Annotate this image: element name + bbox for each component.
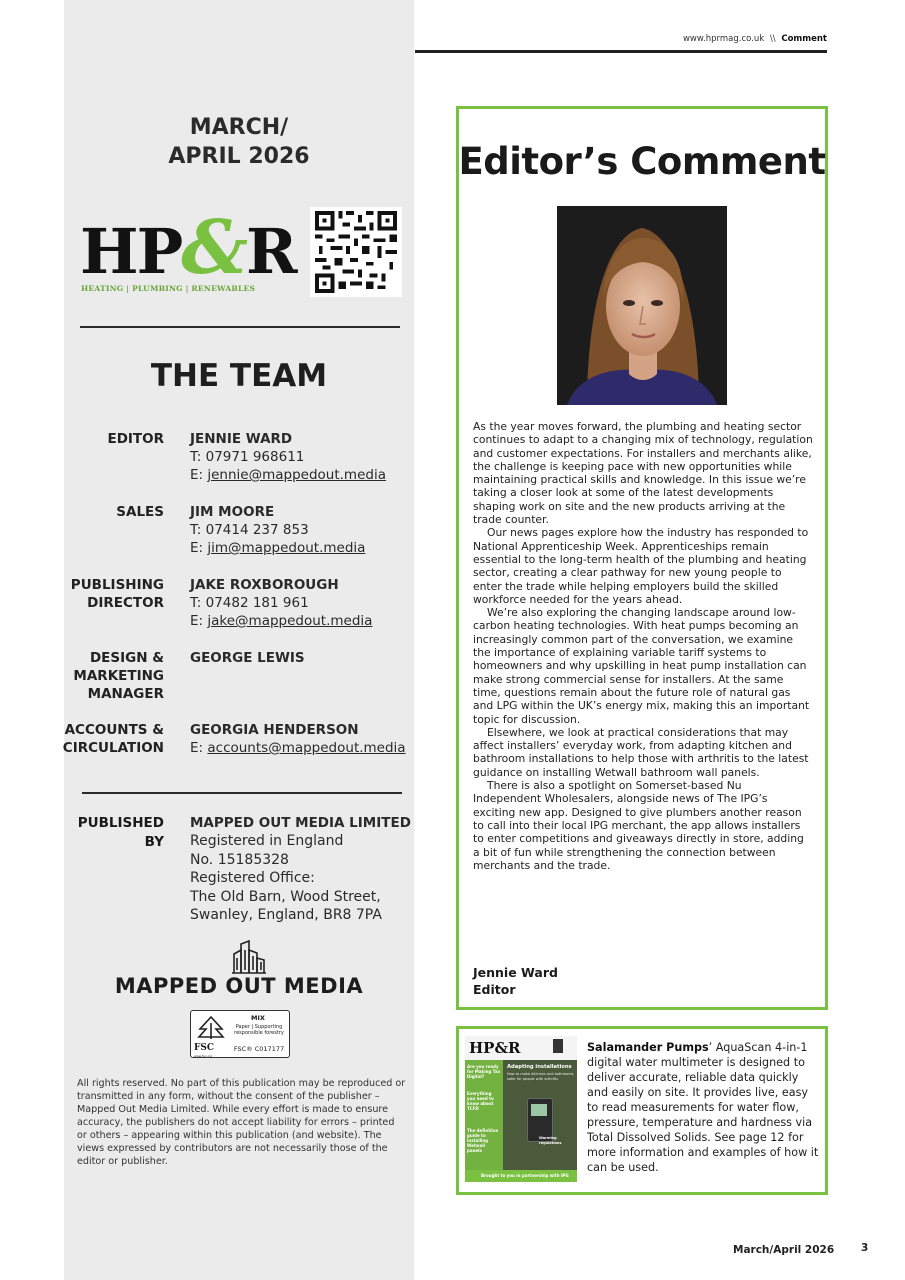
team-person: [190, 430, 386, 484]
footer-issue: March/April 2026: [733, 1244, 835, 1256]
cover-text-1: Are you ready for Making Tax Digital?: [467, 1064, 501, 1079]
fsc-label: FSC: [194, 1043, 215, 1053]
issue-line-2: APRIL 2026: [168, 144, 310, 169]
cover-qr-icon: [553, 1039, 563, 1053]
cover-text-2: Everything you need to know about TCFD: [467, 1091, 494, 1111]
team-person: [190, 503, 365, 557]
team-name: JAKE ROXBOROUGH: [190, 577, 339, 593]
publisher-line: Registered Office:: [190, 870, 315, 886]
header-separator: \\: [769, 34, 776, 44]
site-url[interactable]: www.hprmag.co.uk: [682, 34, 765, 44]
page-number: 3: [861, 1242, 869, 1254]
email-link[interactable]: accounts@mappedout.media: [207, 740, 406, 756]
signature: [473, 964, 558, 998]
team-person: [190, 649, 305, 667]
divider-bottom: [82, 792, 402, 794]
team-phone: T: 07971 968611: [190, 449, 305, 465]
team-person: [190, 576, 372, 630]
cover-footer-text: Brought to you in partnership with IPG: [481, 1173, 569, 1178]
email-link[interactable]: jake@mappedout.media: [207, 613, 373, 629]
header-rule: [415, 50, 827, 53]
team-name: GEORGE LEWIS: [190, 650, 305, 666]
email-prefix: E:: [190, 540, 208, 556]
editor-portrait-image: [557, 206, 727, 405]
cover-sub: How to make kitchens and bathrooms safer for people with arthritis: [507, 1072, 574, 1081]
signature-role: Editor: [473, 982, 516, 997]
team-phone: T: 07482 181 961: [190, 595, 309, 611]
promo-body: ’ AquaScan 4-in-1 digital water multimeter is designed to deliver accurate, reliable data quickly and easily on site. It provides live, easy to read measurements for water flow, pressure, temperature and hardness via Total Dissolved Solids. See page 12 for more information and examples of how it can be used.: [587, 1041, 819, 1174]
cover-logo: HP&R: [469, 1039, 521, 1057]
team-role: PUBLISHING DIRECTOR: [70, 577, 164, 611]
fsc-mix: MIX: [251, 1014, 265, 1022]
email-link[interactable]: jim@mappedout.media: [207, 540, 366, 556]
editor-comment-title: Editor’s Comment: [458, 140, 826, 183]
hpr-logo: [80, 205, 295, 300]
published-label-line-2: BY: [144, 834, 164, 850]
promo-brand: Salamander Pumps: [587, 1041, 709, 1054]
editor-comment-body: [473, 420, 813, 872]
cover-headline: Adapting installations: [507, 1064, 572, 1070]
qr-code-icon: [310, 207, 402, 297]
email-link[interactable]: jennie@mappedout.media: [207, 467, 386, 483]
email-prefix: E:: [190, 740, 208, 756]
team-name: JENNIE WARD: [190, 431, 293, 447]
team-name: JIM MOORE: [190, 504, 275, 520]
logo-ampersand: &: [181, 205, 247, 291]
paragraph: As the year moves forward, the plumbing and heating sector continues to adapt to a changing mix of technology, regulation and customer expectations. For installers and merchants alike, the challenge is keeping pace with new opportunities while maintaining practical skills and knowledge. In this issue we’re taking a closer look at some of the latest developments shaping work on site and the new products arriving at the trade counter.: [473, 420, 813, 527]
publisher-logo-text: MAPPED OUT MEDIA: [114, 974, 364, 998]
team-heading: THE TEAM: [150, 358, 328, 394]
fsc-tree-icon: [196, 1015, 226, 1041]
rights-statement: All rights reserved. No part of this publication may be reproduced or transmitted in any form, without the consent of the publisher – Mapped Out Media Limited. While every effort is made to ensure accuracy, the publishers do not accept liability for errors – printed or others – appearing within this publication (and website). The views expressed by contributors are not necessarily those of the editor or publisher.: [77, 1078, 406, 1167]
publisher-line: The Old Barn, Wood Street,: [190, 888, 381, 905]
logo-tagline: HEATING | PLUMBING | RENEWABLES: [81, 284, 256, 293]
logo-hp: HP: [80, 215, 182, 288]
publisher-line: No. 15185328: [190, 851, 289, 868]
fsc-paper: Paper | Supporting responsible forestry: [234, 1024, 284, 1036]
fsc-code: FSC® C017177: [233, 1045, 285, 1053]
signature-name: Jennie Ward: [473, 965, 558, 980]
page-header: [683, 34, 827, 44]
publisher-line: Swanley, England, BR8 7PA: [190, 907, 382, 923]
issue-date: [64, 113, 414, 171]
issue-line-1: MARCH/: [189, 115, 289, 140]
email-prefix: E:: [190, 467, 208, 483]
fsc-url: www.fsc.org: [194, 1054, 213, 1058]
cover-text-3: The definitive guide to installing Wetwall panels: [467, 1128, 499, 1153]
publisher-name: MAPPED OUT MEDIA LIMITED: [190, 815, 411, 831]
divider-top: [80, 326, 400, 328]
logo-r: R: [246, 215, 296, 288]
editor-photo: [557, 206, 727, 405]
magazine-cover-thumbnail[interactable]: [465, 1036, 577, 1182]
published-label-line-1: PUBLISHED: [77, 815, 164, 831]
team-role: DESIGN & MARKETING MANAGER: [73, 650, 164, 702]
publisher-line: Registered in England: [190, 833, 344, 849]
section-name: Comment: [781, 34, 827, 44]
published-label: [78, 814, 164, 852]
device-screen: [531, 1104, 547, 1116]
qr-code[interactable]: [310, 207, 402, 297]
cover-right-text: Warming regulations: [539, 1136, 562, 1145]
paragraph: We’re also exploring the changing landscape around low-carbon heating technologies. With heat pumps becoming an increasingly common part of the conversation, we examine the importance of explaining variable tariff systems to homeowners and why upskilling in heat pump installation can make strong commercial sense for installers. At the same time, questions remain about the future role of natural gas and LPG within the UK’s energy mix, making this an important topic for discussion.: [473, 606, 810, 726]
team-name: GEORGIA HENDERSON: [190, 722, 359, 738]
team-role: SALES: [116, 504, 164, 520]
buildings-icon: [231, 940, 267, 974]
paragraph: Elsewhere, we look at practical considerations that may affect installers’ everyday work, from adapting kitchen and bathroom installations to help those with arthritis to the latest guidance on installing Wetwall bathroom wall panels.: [473, 725, 809, 779]
paragraph: Our news pages explore how the industry has responded to National Apprenticeship Week. Apprenticeships remain essential to the long-term health of the plumbing and heating sector, creating a clear pathway for new young people to enter the trade while helping employers build the skilled workforce needed for the years ahead.: [473, 526, 809, 606]
publisher-details: [190, 814, 411, 925]
promo-text: [587, 1040, 819, 1175]
fsc-certification: [190, 1010, 290, 1058]
team-role: EDITOR: [107, 431, 164, 447]
team-phone: T: 07414 237 853: [190, 522, 309, 538]
email-prefix: E:: [190, 613, 208, 629]
team-person: [190, 721, 406, 757]
paragraph: There is also a spotlight on Somerset-based Nu Independent Wholesalers, alongside news of The IPG’s exciting new app. Designed to give plumbers another reason to call into their local IPG merchant, the app allows installers to enter competitions and giveaways directly in store, adding a bit of fun while strengthening the connection between merchants and the trade.: [473, 779, 804, 872]
team-role: ACCOUNTS & CIRCULATION: [62, 722, 164, 756]
